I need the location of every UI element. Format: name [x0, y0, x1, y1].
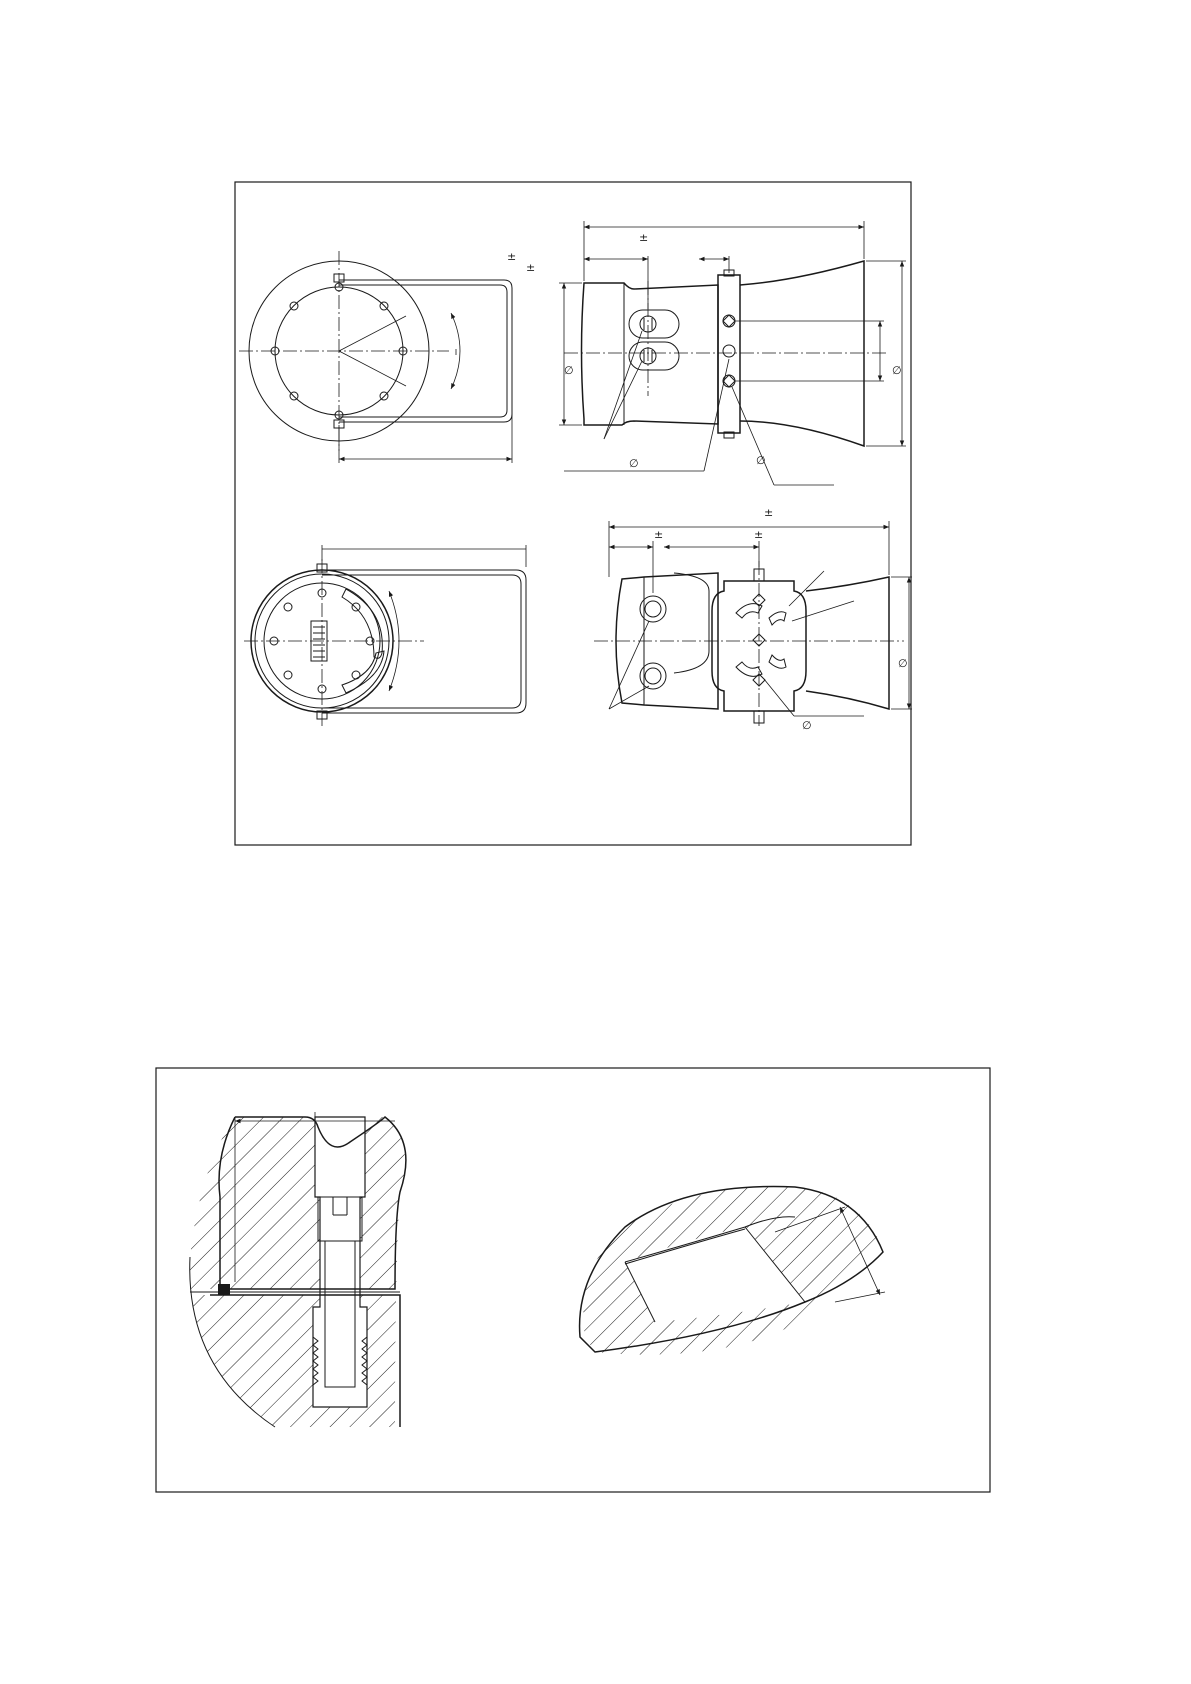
upper-frame-border	[235, 182, 911, 845]
bolt-section-detail	[175, 1107, 445, 1435]
diameter-symbol: ∅	[802, 719, 812, 732]
plus-minus-symbol: ±	[639, 231, 649, 244]
rear-view-bottom-left	[244, 545, 526, 726]
plus-minus-symbol: ±	[507, 250, 517, 263]
upper-drawing-panel	[234, 181, 912, 846]
diameter-symbol: ∅	[756, 454, 766, 467]
diameter-symbol: ∅	[898, 657, 908, 670]
plus-minus-symbol: ±	[654, 528, 664, 541]
bore-section-detail	[555, 1167, 895, 1367]
side-view-bottom-right	[594, 506, 912, 732]
front-view-top-left	[239, 250, 535, 463]
side-view-top-right	[559, 221, 906, 485]
plus-minus-symbol: ±	[526, 261, 536, 274]
plus-minus-symbol: ±	[764, 506, 774, 519]
diameter-symbol: ∅	[564, 364, 574, 377]
diameter-symbol: ∅	[892, 364, 902, 377]
lower-detail-panel	[155, 1067, 991, 1493]
diameter-symbol: ∅	[629, 457, 639, 470]
plus-minus-symbol: ±	[754, 528, 764, 541]
